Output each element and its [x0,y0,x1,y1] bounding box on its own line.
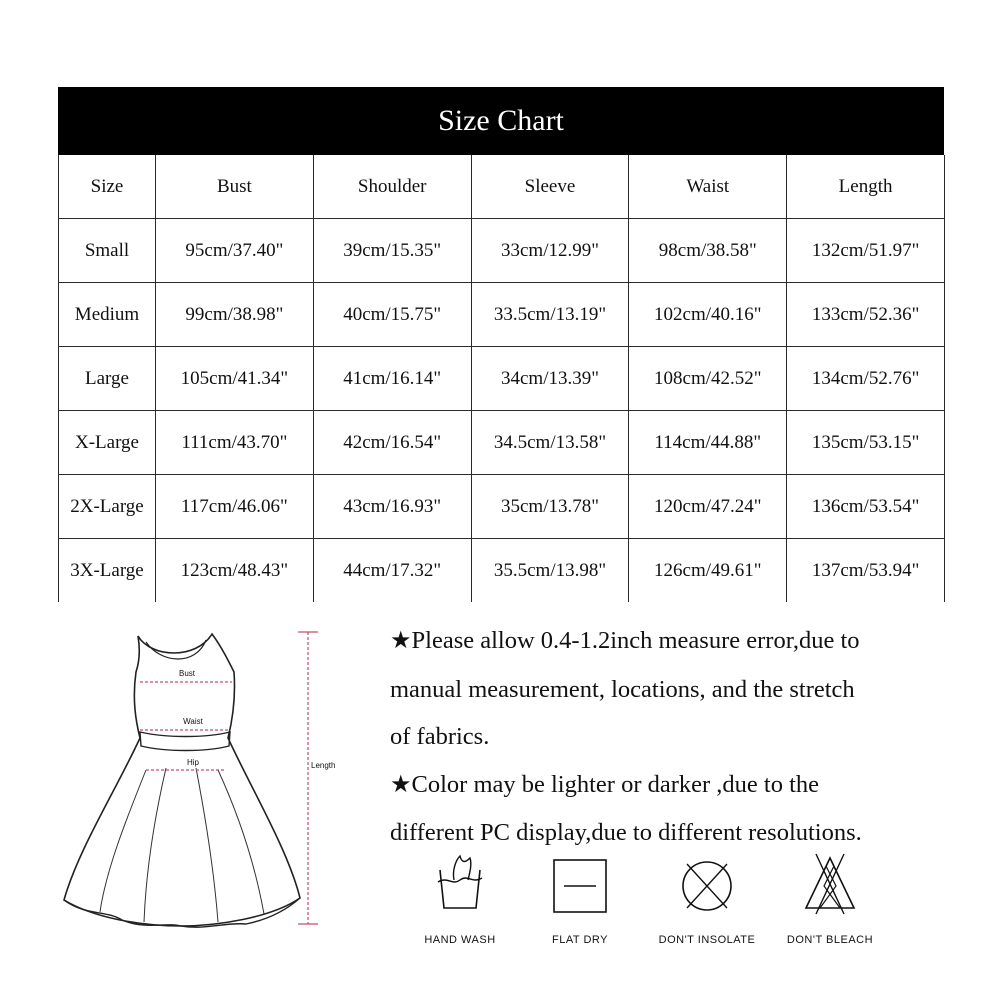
table-cell: 35cm/13.78" [471,475,629,539]
skirt-fold-1 [100,770,146,912]
size-table [58,155,945,602]
dress-measurement-diagram [56,620,356,940]
table-cell: 135cm/53.15" [787,411,945,475]
care-dont-insolate [647,850,767,960]
table-cell: 98cm/38.58" [629,219,787,283]
flat-dry-label: FLAT DRY [552,934,608,946]
table-row [59,219,945,283]
skirt-fold-2 [144,768,166,922]
table-header-cell: Shoulder [313,155,471,219]
bust-label: Bust [178,669,196,678]
dont-insolate-icon [675,850,739,920]
table-row [59,539,945,603]
size-chart [58,87,944,605]
table-cell: 132cm/51.97" [787,219,945,283]
star-icon: ★ [390,628,412,654]
table-cell: 33.5cm/13.19" [471,283,629,347]
skirt-fold-4 [218,770,264,914]
table-row [59,347,945,411]
table-cell: 120cm/47.24" [629,475,787,539]
dont-bleach-icon [800,850,860,920]
note-line-3: of fabrics. [390,723,490,750]
table-row [59,411,945,475]
table-cell: 126cm/49.61" [629,539,787,603]
note-line-4: ★Color may be lighter or darker ,due to the [390,770,820,798]
table-cell: 114cm/44.88" [629,411,787,475]
table-cell: 39cm/15.35" [313,219,471,283]
length-label: Length [311,761,336,770]
table-cell: 41cm/16.14" [313,347,471,411]
table-cell: 35.5cm/13.98" [471,539,629,603]
size-chart-title: Size Chart [58,87,944,155]
table-header-cell: Waist [629,155,787,219]
table-header-cell: Bust [156,155,314,219]
table-row [59,283,945,347]
table-cell: 34.5cm/13.58" [471,411,629,475]
table-cell: 44cm/17.32" [313,539,471,603]
hand-wash-label: HAND WASH [424,934,496,946]
table-cell: 123cm/48.43" [156,539,314,603]
note-line-5: different PC display,due to different resolutions. [390,819,862,846]
table-cell: 42cm/16.54" [313,411,471,475]
size-name-cell: Small [59,219,156,283]
table-cell: 105cm/41.34" [156,347,314,411]
table-cell: 102cm/40.16" [629,283,787,347]
flat-dry-icon [550,850,610,920]
table-cell: 40cm/15.75" [313,283,471,347]
star-icon: ★ [390,771,412,798]
note-line-2: manual measurement, locations, and the stretch [390,675,855,703]
care-instructions [400,850,920,960]
table-cell: 133cm/52.36" [787,283,945,347]
waistband [140,732,230,751]
table-cell: 99cm/38.98" [156,283,314,347]
care-flat-dry [520,850,640,960]
table-row [59,475,945,539]
size-name-cell: X-Large [59,411,156,475]
table-cell: 108cm/42.52" [629,347,787,411]
dont-bleach-label: DON'T BLEACH [786,934,874,946]
hem-wave [64,898,300,927]
waist-label: Waist [183,717,203,726]
table-cell: 95cm/37.40" [156,219,314,283]
table-cell: 117cm/46.06" [156,475,314,539]
table-cell: 33cm/12.99" [471,219,629,283]
care-hand-wash [400,850,520,960]
table-header-cell: Length [787,155,945,219]
care-dont-bleach [770,850,890,960]
table-header-cell: Sleeve [471,155,629,219]
table-header-cell: Size [59,155,156,219]
size-name-cell: Medium [59,283,156,347]
notes [390,617,950,857]
table-cell: 134cm/52.76" [787,347,945,411]
table-cell: 111cm/43.70" [156,411,314,475]
table-header-row [59,155,945,219]
size-name-cell: 3X-Large [59,539,156,603]
table-cell: 34cm/13.39" [471,347,629,411]
table-cell: 43cm/16.93" [313,475,471,539]
hip-label: Hip [186,758,200,767]
dont-insolate-label: DON'T INSOLATE [658,934,756,946]
hand-wash-icon [430,850,490,920]
table-cell: 137cm/53.94" [787,539,945,603]
table-cell: 136cm/53.54" [787,475,945,539]
size-name-cell: 2X-Large [59,475,156,539]
size-name-cell: Large [59,347,156,411]
dress-outline-illustration [56,620,356,940]
skirt-fold-3 [196,768,218,922]
note-line-1: ★Please allow 0.4-1.2inch measure error,due to [390,627,860,654]
